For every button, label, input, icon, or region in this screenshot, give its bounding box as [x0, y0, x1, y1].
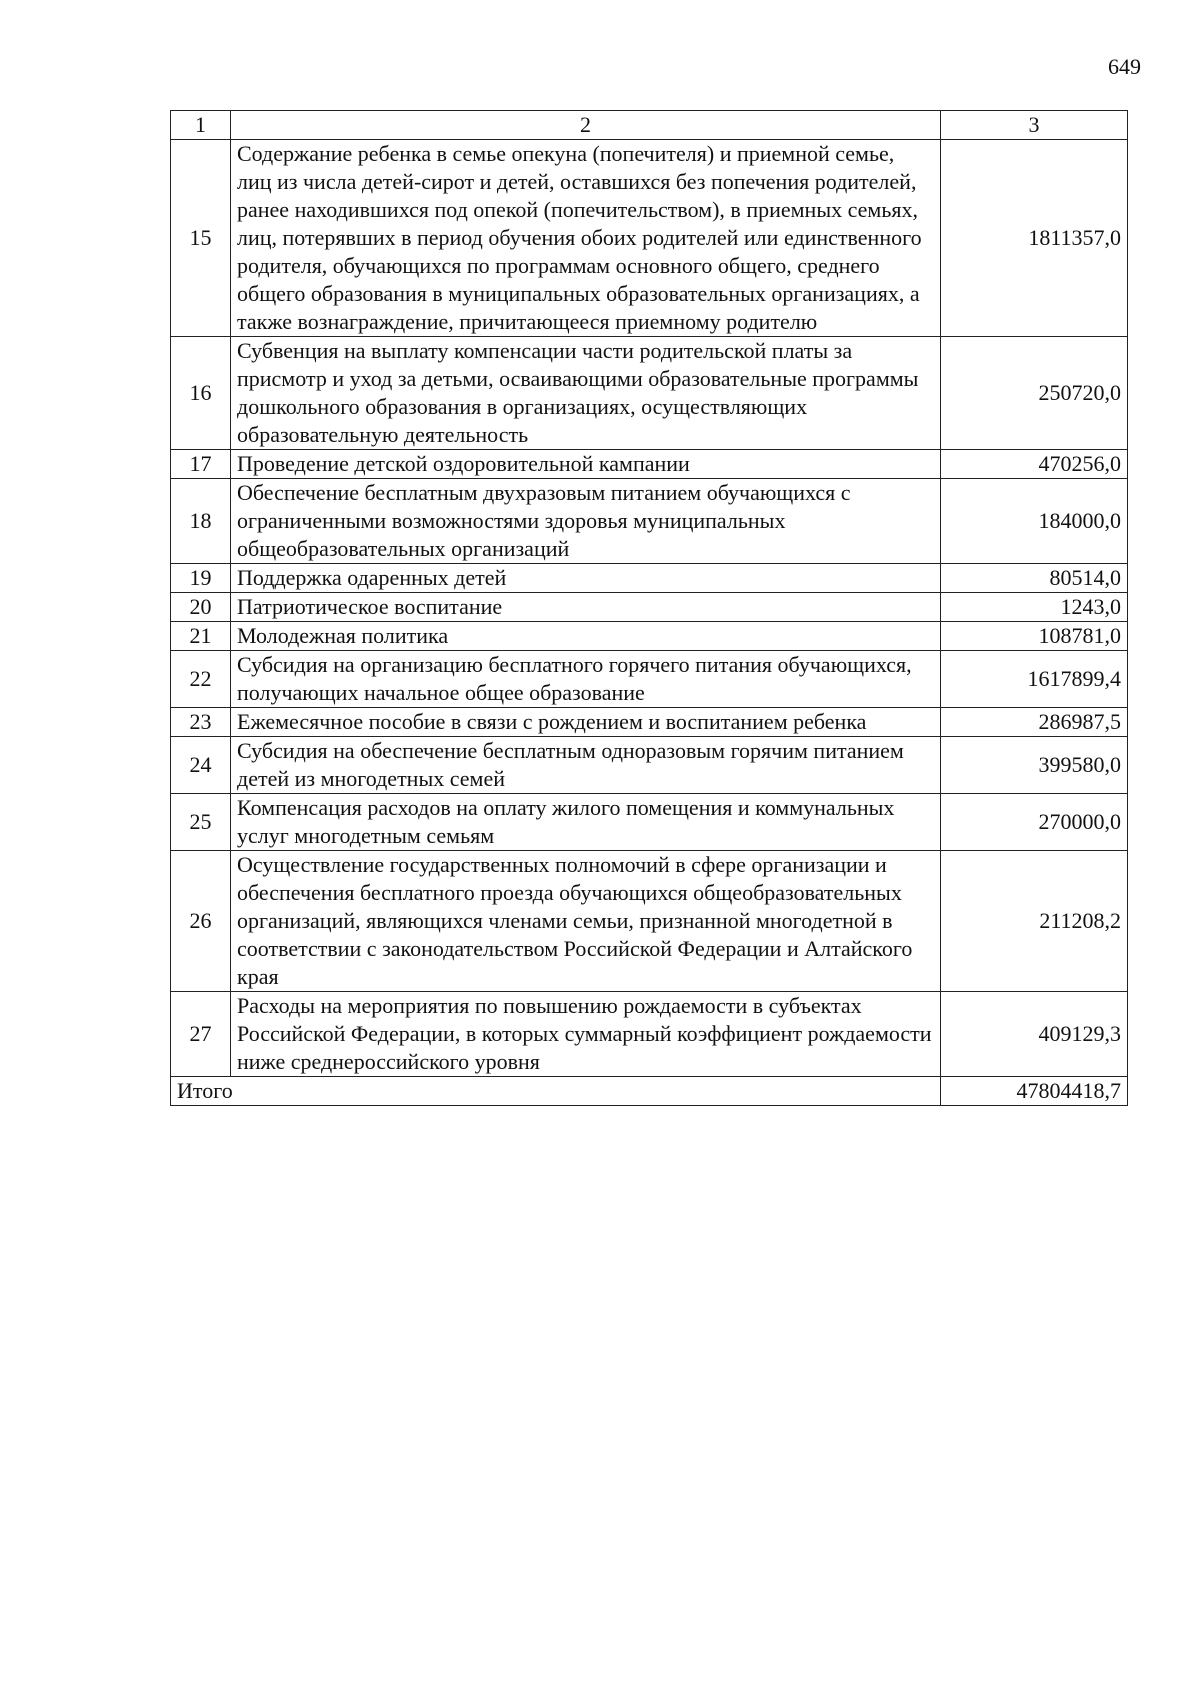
- row-number: 20: [171, 593, 231, 622]
- budget-table: [170, 110, 1128, 1106]
- header-col-1: 1: [171, 111, 231, 140]
- table-header-row: [171, 111, 1128, 140]
- table-row: [171, 708, 1128, 737]
- row-description: Субвенция на выплату компенсации части родительской платы за присмотр и уход за детьми, осваивающими образовательные программы дошкольного образования в организациях, осуществляющих образовательную деятельность: [231, 337, 941, 450]
- total-row: [171, 1077, 1128, 1106]
- row-description: Расходы на мероприятия по повышению рождаемости в субъектах Российской Федерации, в которых суммарный коэффициент рождаемости ниже среднероссийского уровня: [231, 992, 941, 1077]
- table-row: [171, 593, 1128, 622]
- table-row: [171, 851, 1128, 992]
- row-value: 1617899,4: [941, 651, 1128, 708]
- row-description: Проведение детской оздоровительной кампании: [231, 450, 941, 479]
- row-number: 22: [171, 651, 231, 708]
- row-number: 18: [171, 479, 231, 564]
- table-row: [171, 564, 1128, 593]
- row-number: 23: [171, 708, 231, 737]
- row-description: Осуществление государственных полномочий в сфере организации и обеспечения бесплатного проезда обучающихся общеобразовательных организаций, являющихся членами семьи, признанной многодетной в соответствии с законодательством Российской Федерации и Алтайского края: [231, 851, 941, 992]
- row-value: 211208,2: [941, 851, 1128, 992]
- total-label: Итого: [171, 1077, 941, 1106]
- row-number: 16: [171, 337, 231, 450]
- row-number: 24: [171, 737, 231, 794]
- table-row: [171, 737, 1128, 794]
- table-row: [171, 651, 1128, 708]
- row-value: 286987,5: [941, 708, 1128, 737]
- row-number: 15: [171, 140, 231, 337]
- row-value: 250720,0: [941, 337, 1128, 450]
- row-number: 27: [171, 992, 231, 1077]
- table-row: [171, 622, 1128, 651]
- row-description: Ежемесячное пособие в связи с рождением и воспитанием ребенка: [231, 708, 941, 737]
- row-value: 80514,0: [941, 564, 1128, 593]
- row-value: 409129,3: [941, 992, 1128, 1077]
- row-description: Субсидия на обеспечение бесплатным одноразовым горячим питанием детей из многодетных семей: [231, 737, 941, 794]
- table-row: [171, 450, 1128, 479]
- page-number: 649: [1108, 54, 1141, 79]
- row-value: 270000,0: [941, 794, 1128, 851]
- row-description: Обеспечение бесплатным двухразовым питанием обучающихся с ограниченными возможностями здоровья муниципальных общеобразовательных организаций: [231, 479, 941, 564]
- row-description: Патриотическое воспитание: [231, 593, 941, 622]
- row-value: 470256,0: [941, 450, 1128, 479]
- row-description: Компенсация расходов на оплату жилого помещения и коммунальных услуг многодетным семьям: [231, 794, 941, 851]
- row-value: 1811357,0: [941, 140, 1128, 337]
- row-description: Субсидия на организацию бесплатного горячего питания обучающихся, получающих начальное общее образование: [231, 651, 941, 708]
- table-row: [171, 794, 1128, 851]
- row-description: Поддержка одаренных детей: [231, 564, 941, 593]
- row-value: 184000,0: [941, 479, 1128, 564]
- row-number: 21: [171, 622, 231, 651]
- row-description: Молодежная политика: [231, 622, 941, 651]
- table-row: [171, 479, 1128, 564]
- header-col-3: 3: [941, 111, 1128, 140]
- table-row: [171, 337, 1128, 450]
- row-value: 108781,0: [941, 622, 1128, 651]
- total-value: 47804418,7: [941, 1077, 1128, 1106]
- row-value: 1243,0: [941, 593, 1128, 622]
- table-row: [171, 992, 1128, 1077]
- row-description: Содержание ребенка в семье опекуна (попечителя) и приемной семье, лиц из числа детей-сирот и детей, оставшихся без попечения родителей, ранее находившихся под опекой (попечительством), в приемных семьях, лиц, потерявших в период обучения обоих родителей или единственного родителя, обучающихся по программам основного общего, среднего общего образования в муниципальных образовательных организациях, а также вознаграждение, причитающееся приемному родителю: [231, 140, 941, 337]
- row-number: 26: [171, 851, 231, 992]
- row-value: 399580,0: [941, 737, 1128, 794]
- table-row: [171, 140, 1128, 337]
- row-number: 25: [171, 794, 231, 851]
- header-col-2: 2: [231, 111, 941, 140]
- row-number: 19: [171, 564, 231, 593]
- row-number: 17: [171, 450, 231, 479]
